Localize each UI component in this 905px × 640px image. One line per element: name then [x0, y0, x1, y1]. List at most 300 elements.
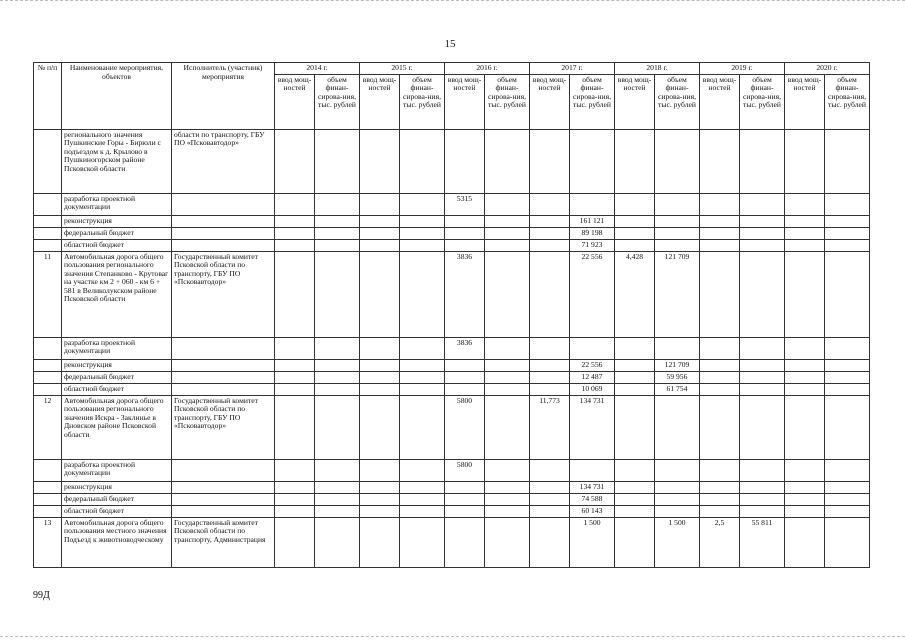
row-value-cell — [315, 481, 360, 493]
row-executor-cell: Государственный комитет Псковской области по транспорту, Администрация — [172, 517, 275, 567]
row-name-cell: реконструкция — [62, 481, 172, 493]
row-value-cell — [275, 239, 315, 251]
subheader-finance: объем финан-сирова-ния, тыс. рублей — [655, 74, 700, 129]
row-value-cell — [655, 337, 700, 359]
row-value-cell — [825, 239, 870, 251]
row-executor-cell — [172, 193, 275, 215]
row-value-cell — [360, 371, 400, 383]
row-value-cell — [360, 337, 400, 359]
row-value-cell — [315, 359, 360, 371]
row-name-cell: Автомобильная дорога общего пользования регионального значения Степанково - Крутоваг на участке км 2 + 060 - км 6 + 581 в Великолукском районе Псковской области — [62, 251, 172, 337]
row-value-cell — [785, 481, 825, 493]
subheader-finance: объем финан-сирова-ния, тыс. рублей — [825, 74, 870, 129]
row-value-cell — [530, 383, 570, 395]
row-value-cell — [275, 193, 315, 215]
row-value-cell: 71 923 — [570, 239, 615, 251]
row-value-cell — [275, 215, 315, 227]
row-value-cell — [360, 359, 400, 371]
row-value-cell — [315, 193, 360, 215]
row-value-cell: 161 121 — [570, 215, 615, 227]
row-value-cell — [400, 337, 445, 359]
row-number-cell: 11 — [34, 251, 62, 337]
row-name-cell: Автомобильная дорога общего пользования местного значения Подъезд к животноводческому — [62, 517, 172, 567]
header-year: 2014 г. — [275, 63, 360, 75]
row-executor-cell — [172, 337, 275, 359]
row-value-cell — [275, 227, 315, 239]
row-value-cell — [315, 459, 360, 481]
row-value-cell — [530, 481, 570, 493]
row-value-cell — [445, 129, 485, 193]
row-value-cell — [700, 215, 740, 227]
row-name-cell: областной бюджет — [62, 383, 172, 395]
row-value-cell — [360, 383, 400, 395]
row-value-cell — [485, 517, 530, 567]
row-value-cell — [485, 371, 530, 383]
subheader-finance: объем финан-сирова-ния, тыс. рублей — [315, 74, 360, 129]
row-value-cell — [655, 493, 700, 505]
row-executor-cell — [172, 371, 275, 383]
row-value-cell — [655, 481, 700, 493]
row-value-cell — [445, 493, 485, 505]
row-value-cell: 5800 — [445, 395, 485, 459]
row-value-cell — [400, 517, 445, 567]
row-value-cell — [400, 129, 445, 193]
row-value-cell: 121 709 — [655, 359, 700, 371]
row-value-cell — [530, 371, 570, 383]
row-value-cell — [275, 395, 315, 459]
row-number-cell — [34, 227, 62, 239]
row-value-cell — [740, 129, 785, 193]
row-value-cell — [315, 371, 360, 383]
row-value-cell — [740, 371, 785, 383]
row-value-cell — [825, 517, 870, 567]
page-number: 15 — [444, 38, 456, 50]
row-value-cell — [360, 459, 400, 481]
row-value-cell — [825, 359, 870, 371]
row-name-cell: разработка проектной документации — [62, 459, 172, 481]
scan-edge-bottom — [0, 632, 905, 637]
table-row — [34, 227, 870, 239]
row-value-cell — [570, 337, 615, 359]
subheader-capacity: ввод мощ-ностей — [445, 74, 485, 129]
row-value-cell — [275, 383, 315, 395]
row-value-cell — [700, 371, 740, 383]
row-value-cell — [700, 193, 740, 215]
row-value-cell: 74 588 — [570, 493, 615, 505]
row-value-cell — [825, 395, 870, 459]
row-value-cell — [530, 517, 570, 567]
table-row — [34, 517, 870, 567]
row-value-cell — [825, 129, 870, 193]
header-name: Наименование мероприятия, объектов — [62, 63, 172, 130]
row-value-cell — [655, 459, 700, 481]
row-value-cell — [400, 251, 445, 337]
row-value-cell — [740, 215, 785, 227]
row-value-cell — [360, 481, 400, 493]
row-value-cell — [785, 493, 825, 505]
row-value-cell — [825, 193, 870, 215]
row-value-cell — [275, 517, 315, 567]
row-value-cell — [275, 459, 315, 481]
row-value-cell — [785, 395, 825, 459]
row-number-cell — [34, 239, 62, 251]
row-value-cell — [275, 371, 315, 383]
row-value-cell — [360, 505, 400, 517]
row-value-cell — [615, 481, 655, 493]
row-value-cell — [825, 505, 870, 517]
row-value-cell — [570, 193, 615, 215]
row-value-cell — [400, 239, 445, 251]
row-value-cell — [485, 193, 530, 215]
subheader-finance: объем финан-сирова-ния, тыс. рублей — [570, 74, 615, 129]
row-value-cell — [315, 251, 360, 337]
row-value-cell — [785, 239, 825, 251]
table-row — [34, 129, 870, 193]
table-row — [34, 215, 870, 227]
row-value-cell — [275, 359, 315, 371]
subheader-finance: объем финан-сирова-ния, тыс. рублей — [400, 74, 445, 129]
row-value-cell — [400, 371, 445, 383]
row-value-cell — [275, 505, 315, 517]
row-value-cell — [700, 359, 740, 371]
row-value-cell — [485, 395, 530, 459]
row-number-cell — [34, 129, 62, 193]
row-name-cell: реконструкция — [62, 215, 172, 227]
table-row — [34, 459, 870, 481]
row-executor-cell — [172, 505, 275, 517]
row-value-cell — [530, 337, 570, 359]
row-value-cell — [825, 459, 870, 481]
row-value-cell — [360, 215, 400, 227]
row-value-cell — [315, 517, 360, 567]
row-value-cell: 22 556 — [570, 359, 615, 371]
row-value-cell — [740, 383, 785, 395]
row-name-cell: реконструкция — [62, 359, 172, 371]
row-value-cell — [700, 239, 740, 251]
subheader-capacity: ввод мощ-ностей — [360, 74, 400, 129]
footer-code: 99Д — [33, 590, 50, 601]
row-value-cell: 1 500 — [655, 517, 700, 567]
row-value-cell — [485, 481, 530, 493]
row-value-cell — [315, 239, 360, 251]
row-executor-cell: области по транспорту, ГБУ ПО «Псковавтодор» — [172, 129, 275, 193]
row-value-cell — [700, 481, 740, 493]
row-value-cell — [740, 193, 785, 215]
row-name-cell: регионального значения Пушкинские Горы - Бирюли с подъездом к д. Крылово в Пушкиногорском районе Псковской области — [62, 129, 172, 193]
row-number-cell — [34, 459, 62, 481]
row-value-cell — [785, 193, 825, 215]
row-value-cell: 4,428 — [615, 251, 655, 337]
row-executor-cell — [172, 215, 275, 227]
row-value-cell — [785, 517, 825, 567]
row-value-cell — [275, 493, 315, 505]
row-name-cell: Автомобильная дорога общего пользования регионального значения Искра - Заклинье в Дновском районе Псковской области — [62, 395, 172, 459]
row-value-cell — [615, 383, 655, 395]
row-value-cell — [275, 337, 315, 359]
row-value-cell — [615, 505, 655, 517]
row-value-cell: 1 500 — [570, 517, 615, 567]
row-value-cell — [360, 227, 400, 239]
row-value-cell — [485, 129, 530, 193]
row-value-cell — [785, 251, 825, 337]
program-table — [33, 62, 870, 568]
row-value-cell — [275, 129, 315, 193]
row-value-cell — [825, 251, 870, 337]
subheader-capacity: ввод мощ-ностей — [615, 74, 655, 129]
row-value-cell — [445, 517, 485, 567]
table-row — [34, 383, 870, 395]
row-name-cell: федеральный бюджет — [62, 371, 172, 383]
table-row — [34, 337, 870, 359]
row-executor-cell: Государственный комитет Псковской области по транспорту, ГБУ ПО «Псковавтодор» — [172, 395, 275, 459]
row-value-cell — [700, 129, 740, 193]
header-year: 2015 г. — [360, 63, 445, 75]
row-value-cell — [400, 193, 445, 215]
row-value-cell — [445, 359, 485, 371]
row-value-cell — [275, 481, 315, 493]
row-value-cell — [570, 459, 615, 481]
row-value-cell — [785, 227, 825, 239]
row-value-cell — [655, 395, 700, 459]
subheader-finance: объем финан-сирова-ния, тыс. рублей — [740, 74, 785, 129]
row-executor-cell — [172, 459, 275, 481]
row-value-cell — [785, 129, 825, 193]
row-value-cell — [615, 227, 655, 239]
table-row — [34, 251, 870, 337]
table-body — [34, 129, 870, 567]
row-value-cell — [445, 505, 485, 517]
row-value-cell — [315, 129, 360, 193]
row-number-cell — [34, 493, 62, 505]
row-value-cell — [615, 337, 655, 359]
row-number-cell — [34, 193, 62, 215]
row-executor-cell — [172, 239, 275, 251]
subheader-capacity: ввод мощ-ностей — [275, 74, 315, 129]
table-row — [34, 481, 870, 493]
row-value-cell — [785, 337, 825, 359]
row-value-cell: 11,773 — [530, 395, 570, 459]
row-value-cell: 59 956 — [655, 371, 700, 383]
row-value-cell — [315, 395, 360, 459]
row-value-cell — [360, 193, 400, 215]
header-year: 2018 г. — [615, 63, 700, 75]
row-name-cell: областной бюджет — [62, 505, 172, 517]
row-value-cell — [485, 383, 530, 395]
row-value-cell: 89 198 — [570, 227, 615, 239]
row-value-cell — [700, 383, 740, 395]
row-value-cell — [445, 215, 485, 227]
row-number-cell — [34, 505, 62, 517]
row-value-cell — [615, 493, 655, 505]
row-value-cell: 3836 — [445, 251, 485, 337]
row-value-cell — [400, 227, 445, 239]
row-value-cell — [825, 493, 870, 505]
row-value-cell — [655, 239, 700, 251]
row-value-cell — [445, 481, 485, 493]
header-number: № п/п — [34, 63, 62, 130]
row-value-cell — [530, 493, 570, 505]
row-value-cell: 5800 — [445, 459, 485, 481]
row-value-cell — [315, 337, 360, 359]
row-value-cell — [655, 215, 700, 227]
row-number-cell — [34, 337, 62, 359]
row-value-cell — [615, 395, 655, 459]
row-value-cell — [740, 395, 785, 459]
subheader-finance: объем финан-сирова-ния, тыс. рублей — [485, 74, 530, 129]
row-value-cell — [530, 193, 570, 215]
row-value-cell — [530, 239, 570, 251]
table-row — [34, 493, 870, 505]
row-number-cell: 13 — [34, 517, 62, 567]
row-value-cell — [700, 505, 740, 517]
row-value-cell — [740, 481, 785, 493]
row-value-cell — [700, 395, 740, 459]
row-value-cell — [400, 493, 445, 505]
row-name-cell: разработка проектной документации — [62, 337, 172, 359]
row-name-cell: федеральный бюджет — [62, 493, 172, 505]
row-value-cell — [825, 383, 870, 395]
row-value-cell — [315, 383, 360, 395]
row-value-cell — [530, 359, 570, 371]
row-value-cell — [360, 493, 400, 505]
row-value-cell — [400, 395, 445, 459]
row-value-cell: 61 754 — [655, 383, 700, 395]
row-value-cell — [700, 459, 740, 481]
row-value-cell — [485, 251, 530, 337]
row-executor-cell: Государственный комитет Псковской области по транспорту, ГБУ ПО «Псковавтодор» — [172, 251, 275, 337]
header-year: 2020 г. — [785, 63, 870, 75]
row-value-cell — [615, 371, 655, 383]
row-value-cell — [825, 227, 870, 239]
row-number-cell: 12 — [34, 395, 62, 459]
row-value-cell — [445, 239, 485, 251]
row-value-cell: 3836 — [445, 337, 485, 359]
row-value-cell — [700, 493, 740, 505]
row-number-cell — [34, 215, 62, 227]
row-value-cell: 12 487 — [570, 371, 615, 383]
row-value-cell: 55 811 — [740, 517, 785, 567]
row-name-cell: областной бюджет — [62, 239, 172, 251]
row-value-cell — [700, 251, 740, 337]
row-value-cell — [315, 505, 360, 517]
row-value-cell: 134 731 — [570, 481, 615, 493]
row-value-cell — [740, 459, 785, 481]
row-executor-cell — [172, 493, 275, 505]
row-value-cell — [530, 129, 570, 193]
row-value-cell — [615, 193, 655, 215]
row-value-cell — [315, 493, 360, 505]
row-value-cell — [400, 505, 445, 517]
row-value-cell — [825, 337, 870, 359]
header-year: 2019 г. — [700, 63, 785, 75]
row-value-cell — [485, 359, 530, 371]
row-value-cell — [400, 459, 445, 481]
row-value-cell — [445, 383, 485, 395]
row-value-cell — [740, 227, 785, 239]
row-value-cell — [615, 517, 655, 567]
row-value-cell — [655, 129, 700, 193]
row-value-cell — [315, 215, 360, 227]
row-value-cell — [615, 215, 655, 227]
row-value-cell — [530, 227, 570, 239]
row-name-cell: разработка проектной документации — [62, 193, 172, 215]
row-value-cell — [785, 371, 825, 383]
row-value-cell — [570, 129, 615, 193]
header-executor: Исполнитель (участник) мероприятия — [172, 63, 275, 130]
subheader-capacity: ввод мощ-ностей — [785, 74, 825, 129]
row-value-cell — [740, 337, 785, 359]
row-value-cell — [400, 215, 445, 227]
row-value-cell — [785, 505, 825, 517]
row-value-cell: 2,5 — [700, 517, 740, 567]
row-name-cell: федеральный бюджет — [62, 227, 172, 239]
row-value-cell — [530, 251, 570, 337]
row-value-cell — [615, 359, 655, 371]
row-value-cell — [485, 215, 530, 227]
row-value-cell — [485, 459, 530, 481]
row-value-cell — [485, 227, 530, 239]
row-number-cell — [34, 481, 62, 493]
row-value-cell: 10 069 — [570, 383, 615, 395]
row-value-cell — [275, 251, 315, 337]
table-row — [34, 193, 870, 215]
row-value-cell — [315, 227, 360, 239]
row-value-cell — [360, 239, 400, 251]
row-value-cell — [700, 227, 740, 239]
row-value-cell — [785, 459, 825, 481]
row-number-cell — [34, 359, 62, 371]
row-value-cell: 22 556 — [570, 251, 615, 337]
row-value-cell — [655, 505, 700, 517]
row-value-cell — [400, 359, 445, 371]
row-value-cell — [445, 227, 485, 239]
row-value-cell — [785, 383, 825, 395]
row-executor-cell — [172, 383, 275, 395]
row-value-cell — [740, 505, 785, 517]
row-value-cell — [400, 481, 445, 493]
row-value-cell — [360, 395, 400, 459]
row-value-cell — [530, 215, 570, 227]
row-number-cell — [34, 371, 62, 383]
table-row — [34, 505, 870, 517]
row-value-cell — [530, 505, 570, 517]
row-value-cell — [615, 129, 655, 193]
row-value-cell — [825, 371, 870, 383]
row-value-cell — [360, 517, 400, 567]
scan-edge-top — [0, 0, 905, 7]
row-value-cell — [615, 459, 655, 481]
row-value-cell: 134 731 — [570, 395, 615, 459]
row-number-cell — [34, 383, 62, 395]
row-value-cell — [740, 359, 785, 371]
row-value-cell — [360, 251, 400, 337]
subheader-capacity: ввод мощ-ностей — [700, 74, 740, 129]
row-value-cell: 5315 — [445, 193, 485, 215]
row-value-cell — [400, 383, 445, 395]
table-row — [34, 359, 870, 371]
header-year: 2016 г. — [445, 63, 530, 75]
table-row — [34, 395, 870, 459]
row-value-cell — [485, 239, 530, 251]
row-value-cell: 60 143 — [570, 505, 615, 517]
row-value-cell — [740, 251, 785, 337]
row-value-cell — [615, 239, 655, 251]
row-executor-cell — [172, 359, 275, 371]
row-executor-cell — [172, 481, 275, 493]
row-value-cell — [825, 481, 870, 493]
row-value-cell — [785, 359, 825, 371]
table-row — [34, 371, 870, 383]
